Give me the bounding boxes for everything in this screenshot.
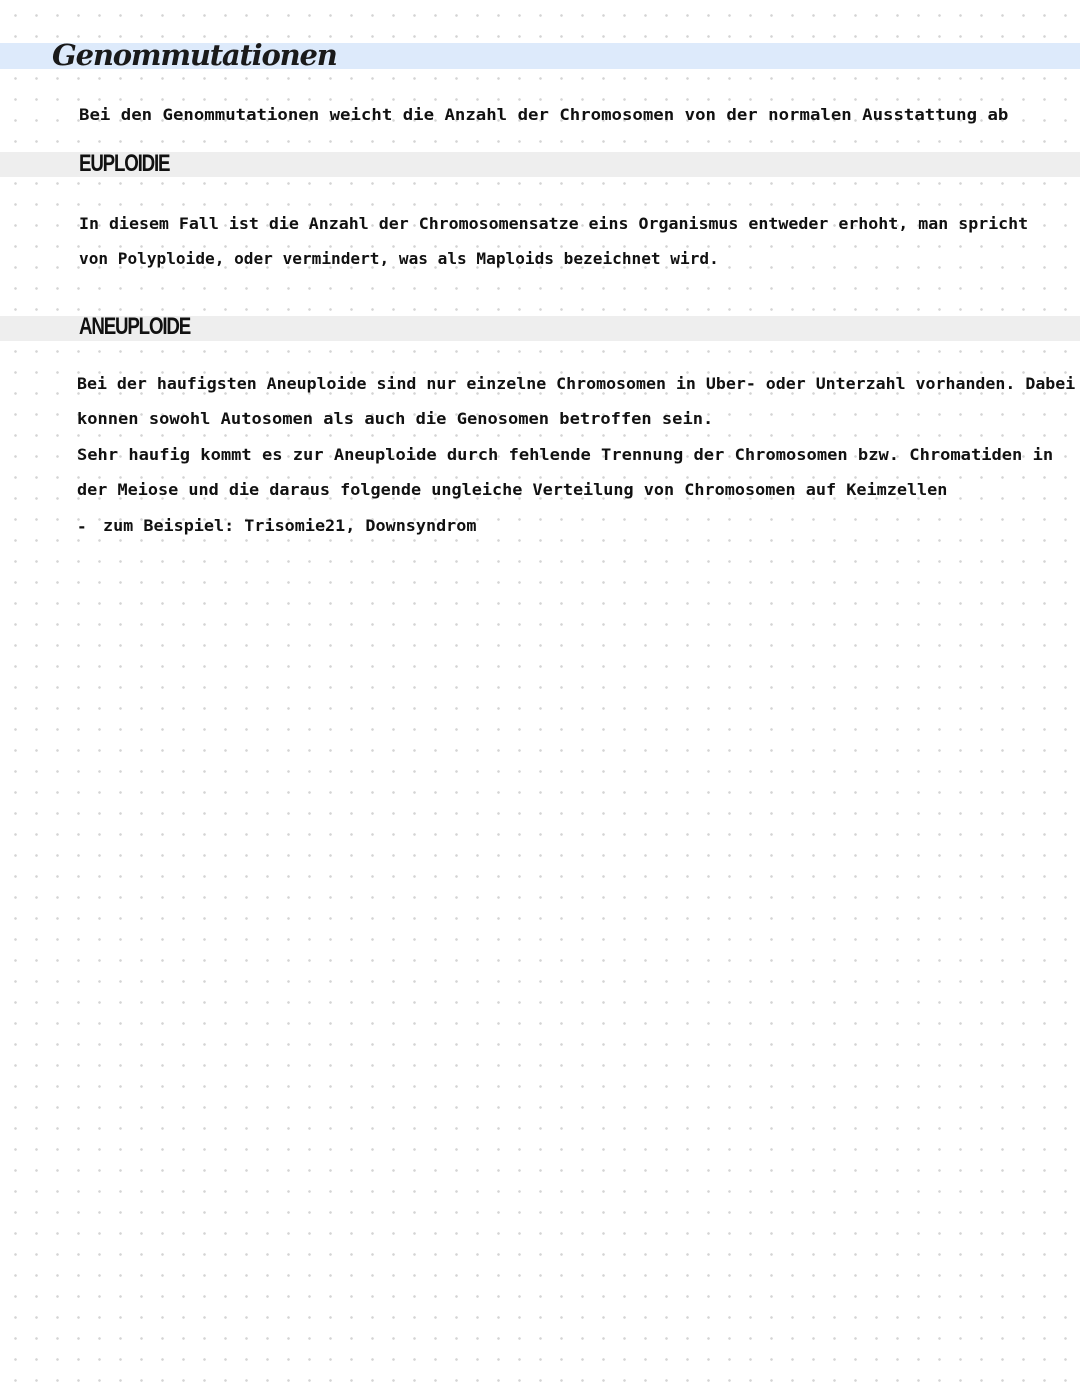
section-heading-euploidie: EUPLOIDIE (79, 150, 170, 177)
example-bullet-text: zum Beispiel: Trisomie21, Downsyndrom (103, 516, 477, 535)
aneuploide-text-line-2: konnen sowohl Autosomen als auch die Genosomen betroffen sein. (77, 409, 714, 428)
bullet-dash: - (77, 517, 87, 536)
aneuploide-text-line-3: Sehr haufig kommt es zur Aneuploide durch fehlende Trennung der Chromosomen bzw. Chromatiden in (77, 445, 1054, 464)
intro-text: Bei den Genommutationen weicht die Anzahl der Chromosomen von der normalen Ausstattung ab (79, 105, 1009, 124)
section-heading-aneuploide: ANEUPLOIDE (79, 313, 191, 340)
euploidie-text-line-1: In diesem Fall ist die Anzahl der Chromosomensatze eins Organismus entweder erhoht, man spricht (79, 214, 1029, 233)
euploidie-text-line-2: von Polyploide, oder vermindert, was als Maploids bezeichnet wird. (79, 249, 719, 268)
aneuploide-text-line-4: der Meiose und die daraus folgende ungleiche Verteilung von Chromosomen auf Keimzellen (77, 480, 948, 499)
aneuploide-text-line-1: Bei der haufigsten Aneuploide sind nur einzelne Chromosomen in Uber- oder Unterzahl vorhanden. Dabei (77, 374, 1076, 393)
page-title: Genommutationen (52, 38, 337, 72)
